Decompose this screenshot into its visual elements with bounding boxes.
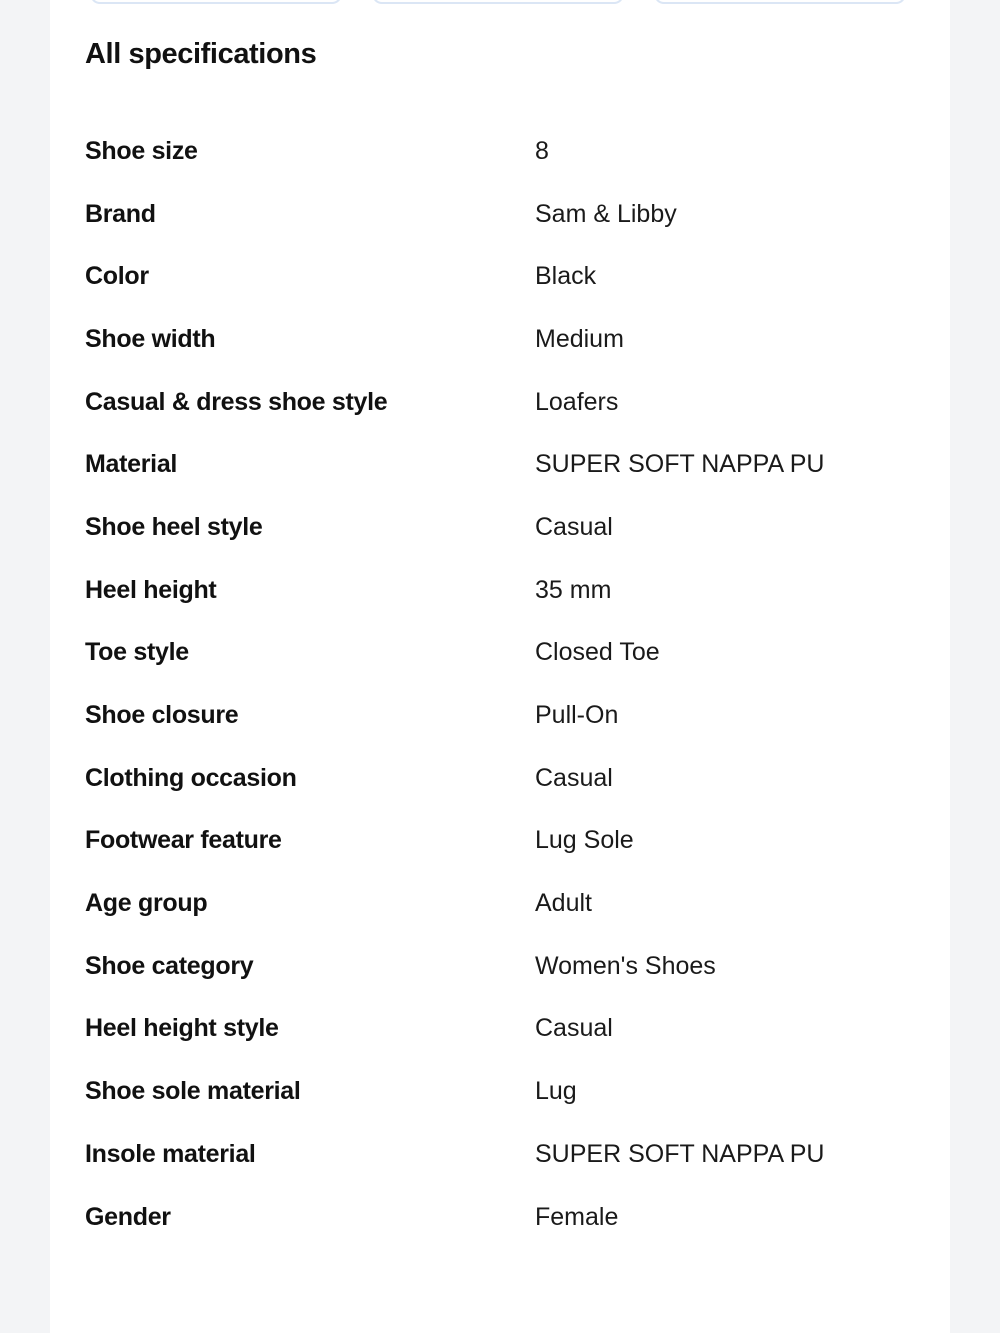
spec-row-shoe-size [85,120,925,183]
spec-row-toe-style [85,622,925,685]
spec-row-shoe-heel-style [85,496,925,559]
spec-row-brand [85,183,925,246]
spec-row-footwear-feature [85,810,925,873]
spec-value: Female [535,1202,619,1231]
spec-value: 35 mm [535,575,612,604]
top-tab-2[interactable] [372,0,624,4]
spec-row-heel-height-style [85,998,925,1061]
spec-value: Sam & Libby [535,199,677,228]
spec-value: Casual [535,763,613,792]
spec-label: Insole material [85,1139,256,1168]
top-tab-3[interactable] [654,0,906,4]
spec-value: Closed Toe [535,638,660,667]
spec-value: Adult [535,889,592,918]
spec-label: Heel height style [85,1014,279,1043]
spec-value: Lug Sole [535,826,634,855]
spec-value: Casual [535,1014,613,1043]
specifications-card [50,0,950,1333]
spec-row-dress-shoe-style [85,371,925,434]
spec-label: Gender [85,1202,171,1231]
spec-list [85,120,925,1248]
spec-row-insole-material [85,1123,925,1186]
spec-row-shoe-category [85,935,925,998]
spec-label: Casual & dress shoe style [85,387,388,416]
spec-label: Footwear feature [85,826,282,855]
spec-label: Shoe size [85,136,198,165]
spec-label: Shoe sole material [85,1077,301,1106]
spec-row-gender [85,1186,925,1249]
spec-label: Shoe width [85,324,216,353]
spec-row-shoe-closure [85,684,925,747]
spec-label: Material [85,450,178,479]
spec-row-shoe-width [85,308,925,371]
spec-value: Casual [535,512,613,541]
spec-label: Age group [85,889,208,918]
spec-value: SUPER SOFT NAPPA PU [535,450,825,479]
spec-label: Color [85,262,149,291]
spec-label: Heel height [85,575,217,604]
spec-row-clothing-occasion [85,747,925,810]
spec-label: Shoe category [85,951,254,980]
spec-value: Women's Shoes [535,951,716,980]
spec-value: 8 [535,136,549,165]
spec-label: Clothing occasion [85,763,297,792]
spec-label: Brand [85,199,156,228]
spec-value: Black [535,262,597,291]
spec-row-age-group [85,872,925,935]
spec-value: Lug [535,1077,577,1106]
spec-value: SUPER SOFT NAPPA PU [535,1139,825,1168]
spec-row-material [85,433,925,496]
top-tab-strip [50,0,950,6]
spec-label: Shoe heel style [85,512,263,541]
spec-value: Medium [535,324,624,353]
top-tab-1[interactable] [90,0,342,4]
spec-row-shoe-sole-material [85,1060,925,1123]
spec-label: Toe style [85,638,189,667]
spec-row-heel-height [85,559,925,622]
spec-value: Pull-On [535,701,619,730]
spec-label: Shoe closure [85,701,239,730]
spec-row-color [85,245,925,308]
spec-value: Loafers [535,387,619,416]
section-title: All specifications [85,38,317,70]
